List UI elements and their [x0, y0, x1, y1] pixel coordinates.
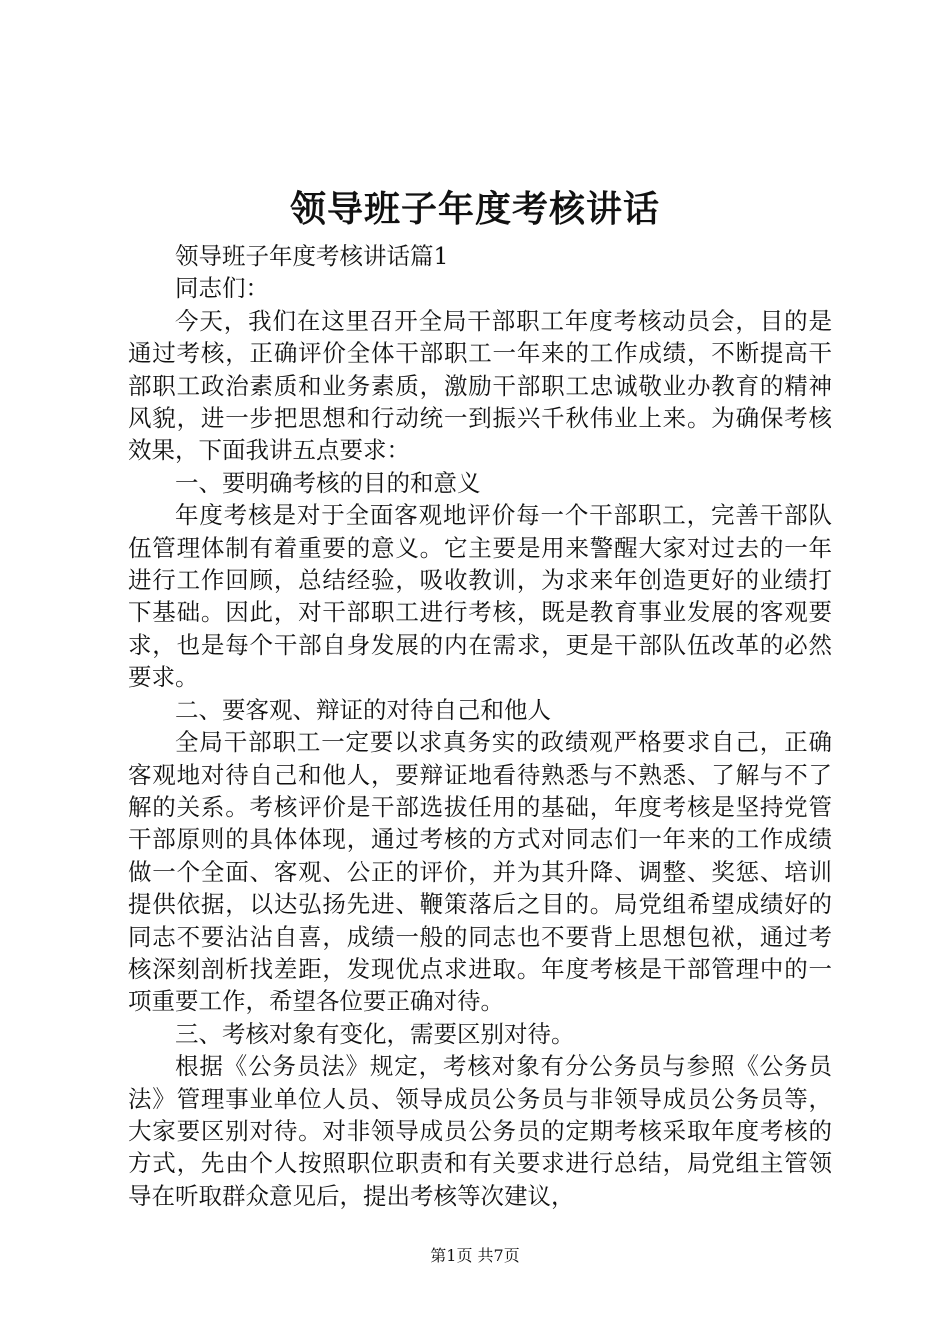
section-heading: 领导班子年度考核讲话篇1: [175, 242, 449, 270]
section-heading: 二、要客观、辩证的对待自己和他人: [175, 695, 551, 724]
document-body: [128, 240, 832, 1212]
body-paragraph: 年度考核是对于全面客观地评价每一个干部职工，完善干部队伍管理体制有着重要的意义。它主要是用来警醒大家对过去的一年进行工作回顾，总结经验，吸收教训，为求来年创造更好的业绩打下基础。因此，对干部职工进行考核，既是教育事业发展的客观要求，也是每个干部自身发展的内在需求，更是干部队伍改革的必然要求。: [128, 501, 832, 692]
body-paragraph: 根据《公务员法》规定，考核对象有分公务员与参照《公务员法》管理事业单位人员、领导成员公务员与非领导成员公务员等，大家要区别对待。对非领导成员公务员的定期考核采取年度考核的方式，先由个人按照职位职责和有关要求进行总结，局党组主管领导在听取群众意见后，提出考核等次建议，: [128, 1052, 832, 1210]
section-heading: 一、要明确考核的目的和意义: [175, 468, 481, 497]
document-title: 领导班子年度考核讲话: [289, 188, 660, 230]
body-paragraph: 全局干部职工一定要以求真务实的政绩观严格要求自己，正确客观地对待自己和他人，要辩证地看待熟悉与不熟悉、了解与不了解的关系。考核评价是干部选拔任用的基础，年度考核是坚持党管干部原则的具体体现，通过考核的方式对同志们一年来的工作成绩做一个全面、客观、公正的评价，并为其升降、调整、奖惩、培训提供依据，以达弘扬先进、鞭策落后之目的。局党组希望成绩好的同志不要沾沾自喜，成绩一般的同志也不要背上思想包袱，通过考核深刻剖析找差距，发现优点求进取。年度考核是干部管理中的一项重要工作，希望各位要正确对待。: [128, 728, 832, 1016]
section-heading: 三、考核对象有变化，需要区别对待。: [175, 1019, 575, 1048]
page-number-footer: 第1页 共7页: [430, 1246, 520, 1265]
body-paragraph: 今天，我们在这里召开全局干部职工年度考核动员会，目的是通过考核，正确评价全体干部职工一年来的工作成绩，不断提高干部职工政治素质和业务素质，激励干部职工忠诚敬业办教育的精神风貌，进一步把思想和行动统一到振兴千秋伟业上来。为确保考核效果，下面我讲五点要求：: [128, 306, 832, 465]
salutation: 同志们：: [175, 274, 269, 303]
